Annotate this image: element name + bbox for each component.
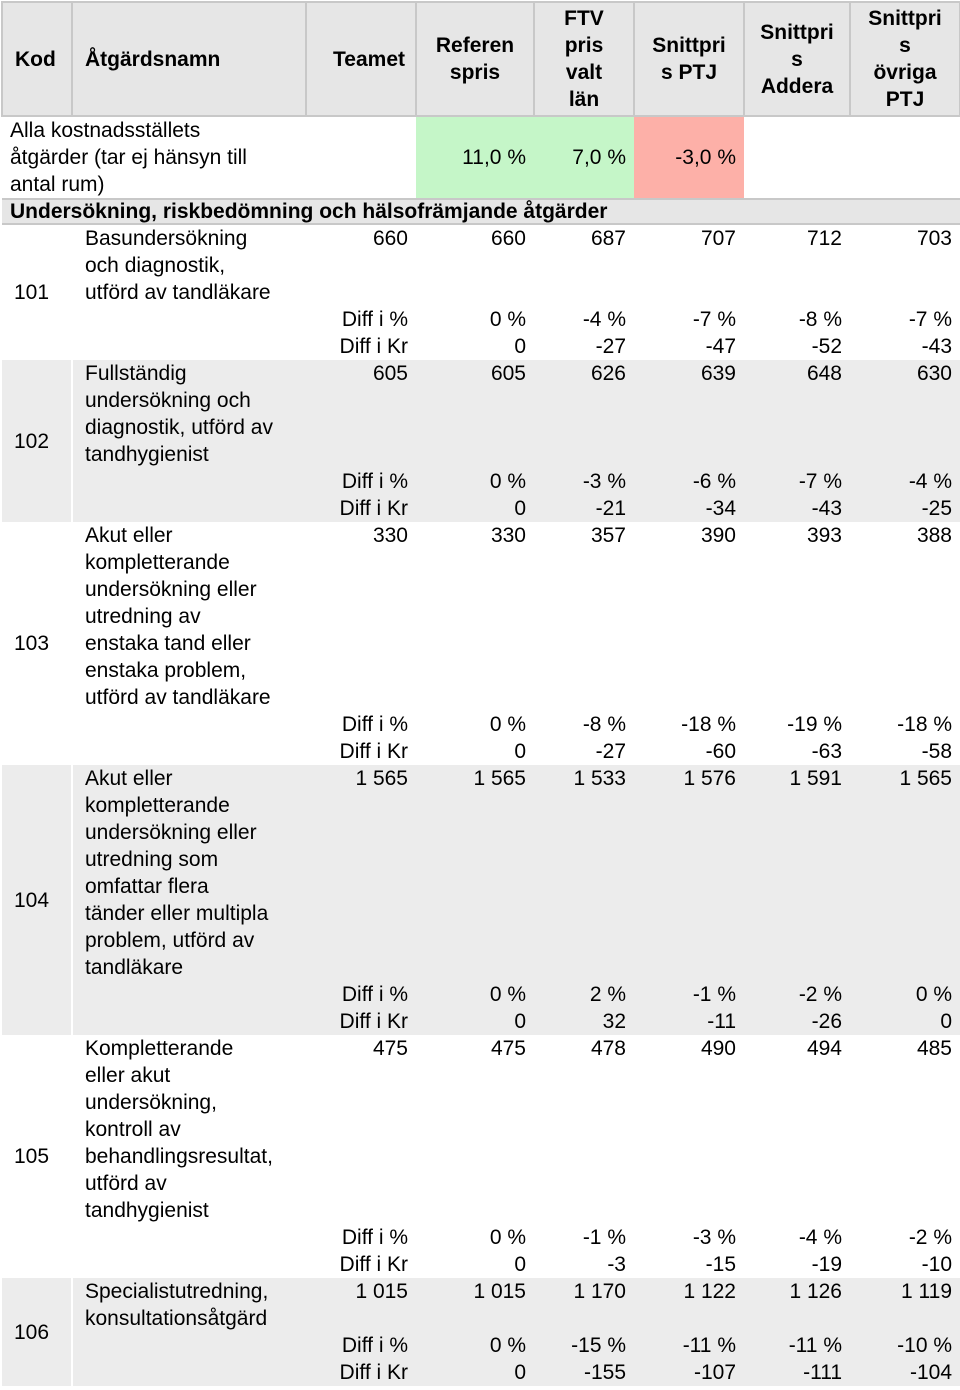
price-value: 605 <box>416 360 534 387</box>
diff-pct-value: -2 % <box>908 1226 952 1249</box>
summary-blank <box>850 116 960 199</box>
atgard-kod: 102 <box>2 360 72 522</box>
diff-cell <box>416 981 534 1035</box>
price-value: 1 576 <box>634 765 744 792</box>
price-value: 330 <box>306 522 416 549</box>
diff-cell <box>534 1224 634 1278</box>
price-comparison-table <box>1 1 960 1386</box>
atgard-namn: Fullständig undersökning och diagnostik, utförd av tandhygienist <box>72 360 306 522</box>
price-value: 712 <box>744 224 850 252</box>
header-atgardsnamn: Åtgärdsnamn <box>72 2 306 116</box>
price-value: 478 <box>534 1035 634 1062</box>
diff-kr-value: -10 <box>921 1253 952 1276</box>
diff-cell <box>534 981 634 1035</box>
diff-cell <box>416 711 534 765</box>
diff-pct-label: Diff i % <box>341 1226 408 1249</box>
diff-kr-value: -104 <box>909 1361 952 1384</box>
header-referenspris: Referen spris <box>416 2 534 116</box>
price-value: 485 <box>850 1035 960 1062</box>
diff-kr-value: -43 <box>921 335 952 358</box>
diff-pct-label: Diff i % <box>341 470 408 493</box>
diff-pct-value: -18 % <box>897 713 952 736</box>
diff-label <box>306 1224 416 1278</box>
diff-kr-value: 0 <box>514 1361 526 1384</box>
diff-kr-value: 0 <box>514 497 526 520</box>
summary-ftv-pris: 7,0 % <box>534 116 634 199</box>
price-value: 475 <box>416 1035 534 1062</box>
diff-kr-label: Diff i Kr <box>339 1253 408 1276</box>
header-teamet: Teamet <box>306 2 416 116</box>
diff-kr-value: -111 <box>803 1361 842 1384</box>
atgard-namn: Specialistutredning, konsultationsåtgärd <box>72 1278 306 1386</box>
diff-label <box>306 711 416 765</box>
price-value: 660 <box>306 224 416 252</box>
diff-cell <box>850 468 960 522</box>
summary-description: Alla kostnadsställets åtgärder (tar ej hänsyn till antal rum) <box>10 119 247 196</box>
diff-pct-value: 0 % <box>489 983 526 1006</box>
summary-blank <box>744 116 850 199</box>
diff-cell <box>634 711 744 765</box>
diff-cell <box>634 1332 744 1386</box>
header-ftv-pris: FTV pris valt län <box>534 2 634 116</box>
atgard-kod: 101 <box>2 224 72 360</box>
diff-cell <box>634 1224 744 1278</box>
price-value: 1 122 <box>634 1278 744 1305</box>
diff-kr-value: 0 <box>514 1010 526 1033</box>
diff-pct-label: Diff i % <box>341 1334 408 1357</box>
diff-kr-value: 0 <box>514 1253 526 1276</box>
diff-pct-label: Diff i % <box>341 308 408 331</box>
diff-pct-value: -18 % <box>681 713 736 736</box>
diff-pct-value: -19 % <box>787 713 842 736</box>
diff-pct-label: Diff i % <box>341 983 408 1006</box>
diff-kr-value: -26 <box>811 1010 842 1033</box>
diff-pct-value: -2 % <box>798 983 842 1006</box>
diff-kr-value: -107 <box>693 1361 736 1384</box>
section-title: Undersökning, riskbedömning och hälsofrämjande åtgärder <box>2 199 960 224</box>
diff-pct-value: -7 % <box>908 308 952 331</box>
summary-row <box>2 116 960 199</box>
price-value: 660 <box>416 224 534 252</box>
price-value: 648 <box>744 360 850 387</box>
diff-pct-value: -4 % <box>908 470 952 493</box>
price-value: 1 015 <box>306 1278 416 1305</box>
price-value: 490 <box>634 1035 744 1062</box>
diff-kr-value: -27 <box>595 335 626 358</box>
diff-pct-value: -4 % <box>798 1226 842 1249</box>
header-snittpris-addera: Snittpri s Addera <box>744 2 850 116</box>
atgard-kod: 104 <box>2 765 72 1035</box>
atgard-namn: Akut eller kompletterande undersökning eller utredning som omfattar flera tänder eller multipla problem, utförd av tandläkare <box>72 765 306 1035</box>
diff-kr-label: Diff i Kr <box>339 1010 408 1033</box>
diff-cell <box>534 711 634 765</box>
diff-label <box>306 306 416 360</box>
price-value: 707 <box>634 224 744 252</box>
diff-cell <box>634 981 744 1035</box>
atgard-namn: Basundersökning och diagnostik, utförd av tandläkare <box>72 224 306 360</box>
diff-kr-label: Diff i Kr <box>339 497 408 520</box>
diff-cell <box>416 306 534 360</box>
diff-cell <box>744 1224 850 1278</box>
summary-referenspris: 11,0 % <box>416 116 534 199</box>
diff-cell <box>416 468 534 522</box>
diff-kr-value: 0 <box>514 740 526 763</box>
diff-pct-value: -3 % <box>582 470 626 493</box>
diff-pct-value: 0 % <box>489 1334 526 1357</box>
diff-cell <box>534 468 634 522</box>
table-row <box>2 1278 960 1305</box>
diff-cell <box>850 306 960 360</box>
diff-kr-value: -47 <box>705 335 736 358</box>
diff-kr-label: Diff i Kr <box>339 1361 408 1384</box>
diff-pct-value: -7 % <box>798 470 842 493</box>
diff-cell <box>744 306 850 360</box>
diff-cell <box>744 1332 850 1386</box>
diff-pct-label: Diff i % <box>341 713 408 736</box>
diff-pct-value: -1 % <box>692 983 736 1006</box>
diff-kr-value: -43 <box>811 497 842 520</box>
section-header-row <box>2 199 960 224</box>
header-row <box>2 2 960 116</box>
price-value: 494 <box>744 1035 850 1062</box>
diff-cell <box>744 981 850 1035</box>
price-value: 388 <box>850 522 960 549</box>
diff-label <box>306 981 416 1035</box>
header-snittpris-ptj: Snittpri s PTJ <box>634 2 744 116</box>
diff-cell <box>850 1332 960 1386</box>
diff-pct-value: 0 % <box>489 308 526 331</box>
diff-cell <box>534 306 634 360</box>
price-value: 1 565 <box>306 765 416 792</box>
diff-kr-value: -19 <box>811 1253 842 1276</box>
price-value: 1 565 <box>416 765 534 792</box>
header-snittpris-ovriga-ptj: Snittpri s övriga PTJ <box>850 2 960 116</box>
diff-kr-value: -21 <box>595 497 626 520</box>
price-value: 630 <box>850 360 960 387</box>
header-kod: Kod <box>2 2 72 116</box>
diff-kr-value: 0 <box>514 335 526 358</box>
diff-cell <box>744 468 850 522</box>
diff-pct-value: -11 % <box>682 1334 736 1357</box>
diff-kr-value: -63 <box>811 740 842 763</box>
table-row <box>2 224 960 252</box>
diff-pct-value: -10 % <box>897 1334 952 1357</box>
diff-cell <box>416 1224 534 1278</box>
diff-pct-value: -3 % <box>692 1226 736 1249</box>
diff-pct-value: 2 % <box>589 983 626 1006</box>
diff-label <box>306 468 416 522</box>
price-value: 393 <box>744 522 850 549</box>
diff-pct-value: -8 % <box>582 713 626 736</box>
price-value: 1 565 <box>850 765 960 792</box>
diff-kr-value: -155 <box>583 1361 626 1384</box>
price-value: 1 126 <box>744 1278 850 1305</box>
price-value: 475 <box>306 1035 416 1062</box>
diff-kr-value: -3 <box>607 1253 626 1276</box>
diff-pct-value: -11 % <box>788 1334 842 1357</box>
diff-kr-label: Diff i Kr <box>339 335 408 358</box>
summary-snittpris-ptj: -3,0 % <box>634 116 744 199</box>
atgard-namn: Akut eller kompletterande undersökning eller utredning av enstaka tand eller enstaka problem, utförd av tandläkare <box>72 522 306 765</box>
diff-kr-value: -15 <box>705 1253 736 1276</box>
table-row <box>2 765 960 792</box>
diff-cell <box>634 468 744 522</box>
atgard-kod: 106 <box>2 1278 72 1386</box>
price-value: 703 <box>850 224 960 252</box>
price-value: 1 533 <box>534 765 634 792</box>
diff-pct-value: -4 % <box>582 308 626 331</box>
diff-pct-value: -1 % <box>582 1226 626 1249</box>
diff-pct-value: -6 % <box>692 470 736 493</box>
diff-cell <box>744 711 850 765</box>
diff-label <box>306 1332 416 1386</box>
diff-cell <box>850 1224 960 1278</box>
diff-pct-value: 0 % <box>915 983 952 1006</box>
diff-pct-value: 0 % <box>489 470 526 493</box>
diff-kr-label: Diff i Kr <box>339 740 408 763</box>
diff-pct-value: -8 % <box>798 308 842 331</box>
diff-kr-value: -60 <box>705 740 736 763</box>
price-value: 605 <box>306 360 416 387</box>
diff-kr-value: -27 <box>595 740 626 763</box>
price-value: 1 170 <box>534 1278 634 1305</box>
price-value: 1 119 <box>850 1278 960 1305</box>
price-value: 687 <box>534 224 634 252</box>
diff-cell <box>850 981 960 1035</box>
atgard-kod: 103 <box>2 522 72 765</box>
diff-pct-value: -15 % <box>571 1334 626 1357</box>
price-value: 1 591 <box>744 765 850 792</box>
diff-pct-value: -7 % <box>692 308 736 331</box>
atgard-kod: 105 <box>2 1035 72 1278</box>
table-row <box>2 360 960 387</box>
price-value: 390 <box>634 522 744 549</box>
price-value: 639 <box>634 360 744 387</box>
diff-cell <box>634 306 744 360</box>
price-value: 357 <box>534 522 634 549</box>
diff-pct-value: 0 % <box>489 713 526 736</box>
diff-cell <box>850 711 960 765</box>
diff-cell <box>416 1332 534 1386</box>
diff-cell <box>534 1332 634 1386</box>
diff-kr-value: 0 <box>940 1010 952 1033</box>
price-value: 626 <box>534 360 634 387</box>
price-value: 1 015 <box>416 1278 534 1305</box>
diff-kr-value: 32 <box>602 1010 626 1033</box>
diff-kr-value: -25 <box>921 497 952 520</box>
table-row <box>2 1035 960 1062</box>
atgard-namn: Kompletterande eller akut undersökning, kontroll av behandlingsresultat, utförd av tandhygienist <box>72 1035 306 1278</box>
price-value: 330 <box>416 522 534 549</box>
diff-kr-value: -58 <box>921 740 952 763</box>
table-row <box>2 522 960 549</box>
diff-pct-value: 0 % <box>489 1226 526 1249</box>
diff-kr-value: -34 <box>705 497 736 520</box>
diff-kr-value: -52 <box>811 335 842 358</box>
diff-kr-value: -11 <box>707 1010 736 1033</box>
